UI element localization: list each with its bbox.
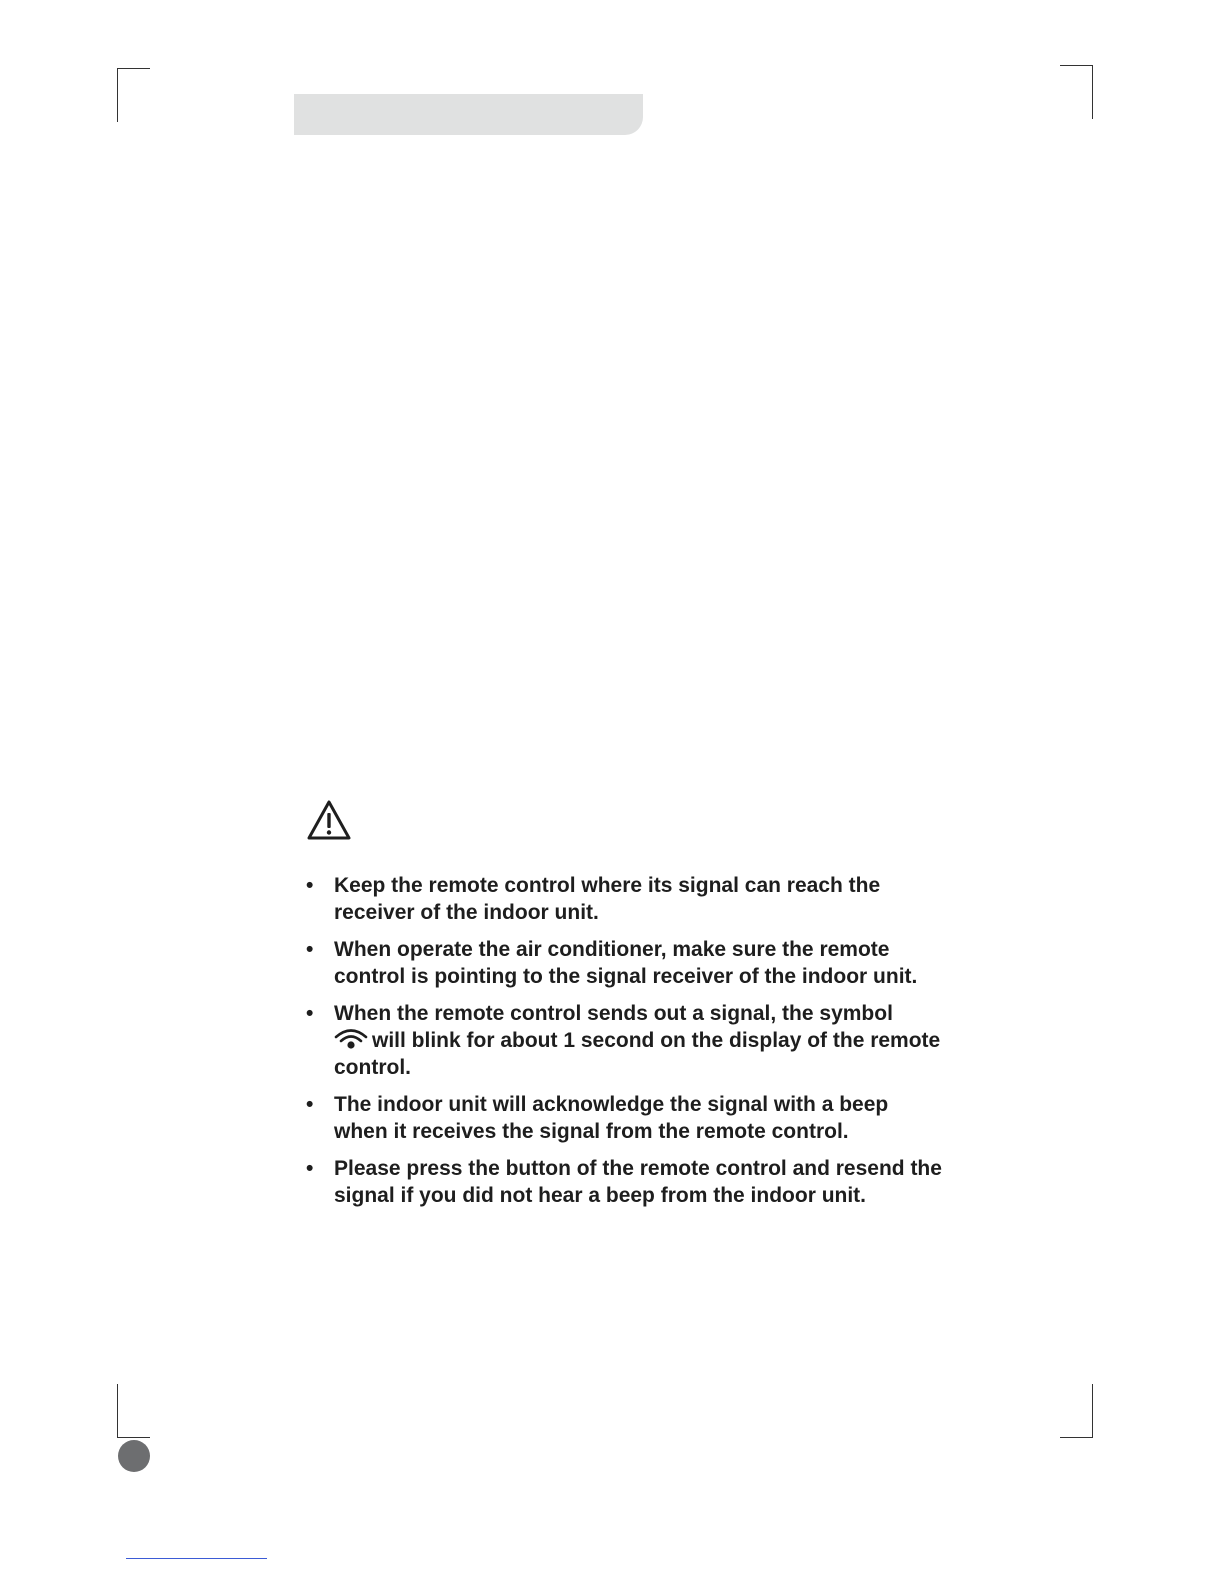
note-text: When operate the air conditioner, make sure the remote control is pointing to the signal receiver of the indoor unit. [334,938,918,988]
note-item [306,1155,946,1209]
bullet: • [306,938,314,961]
crop-mark-top-right-horizontal [1060,65,1093,66]
crop-mark-top-left-vertical [117,68,118,122]
note-item [306,1091,946,1145]
note-item [306,872,946,926]
note-item [306,1000,946,1081]
note-text: Please press the button of the remote control and resend the signal if you did not hear a beep from the indoor unit. [334,1157,942,1207]
section-header-band [294,94,643,135]
note-text-before-icon: When the remote control sends out a signal, the symbol [334,1002,893,1025]
crop-mark-top-left-horizontal [117,68,150,69]
crop-mark-top-right-vertical [1092,65,1093,119]
bullet: • [306,874,314,897]
crop-mark-bottom-left-vertical [117,1384,118,1438]
bullet: • [306,1157,314,1180]
warning-triangle-icon [306,799,352,841]
note-text: The indoor unit will acknowledge the signal with a beep when it receives the signal from the remote control. [334,1093,889,1143]
caution-notes-list [306,872,946,1219]
bullet: • [306,1093,314,1116]
crop-mark-bottom-right-horizontal [1060,1437,1093,1438]
note-text-after-icon: will blink for about 1 second on the display of the remote control. [334,1029,941,1079]
signal-transmit-icon [334,1028,368,1050]
page-number-marker [118,1440,150,1472]
footer-rule [126,1558,267,1559]
crop-mark-bottom-left-horizontal [117,1437,150,1438]
note-text: Keep the remote control where its signal can reach the receiver of the indoor unit. [334,874,881,924]
note-item [306,936,946,990]
crop-mark-bottom-right-vertical [1092,1384,1093,1438]
bullet: • [306,1002,314,1025]
